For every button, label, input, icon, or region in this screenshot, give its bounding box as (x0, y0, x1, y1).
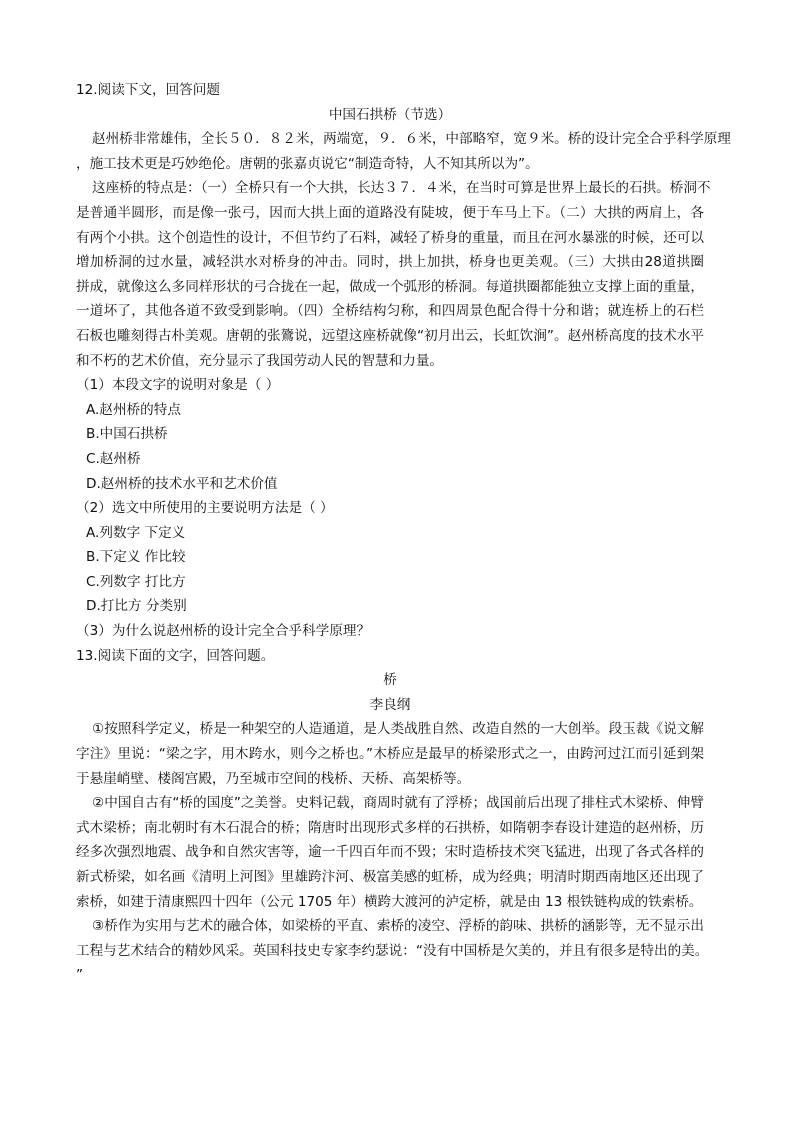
option-c: C.列数字 打比方 (86, 573, 186, 590)
option-b: B.下定义 作比较 (86, 549, 186, 566)
text-line: 是普通半圆形，而是像一张弓，因而大拱上面的道路没有陡坡，便于车马上下。（二）大拱的两肩上，各 (76, 204, 704, 221)
question-13 (76, 644, 709, 988)
text-line: 赵州桥非常雄伟，全长５０．８２米，两端宽，９．６米，中部略窄，宽９米。桥的设计完全合乎科学原理 (92, 131, 731, 148)
question-12 (76, 78, 731, 644)
text-line: 石板也雕刻得古朴美观。唐朝的张鷟说，远望这座桥就像“初月出云，长虹饮涧”。赵州桥高度的技术水平 (76, 327, 704, 344)
q13-paragraph-3 (76, 914, 709, 988)
text-line: ②中国自古有“桥的国度”之美誉。史料记载，商周时就有了浮桥；战国前后出现了排柱式木梁桥、伸臂 (92, 795, 704, 812)
text-line: 于悬崖峭壁、楼阁宫殿，乃至城市空间的栈桥、天桥、高架桥等。 (76, 770, 471, 787)
sub-question-3-prompt: （3）为什么说赵州桥的设计完全合乎科学原理？ (76, 623, 371, 640)
q12-paragraph-1 (76, 127, 731, 176)
question-13-intro: 13.阅读下面的文字，回答问题。 (76, 647, 275, 664)
option-c: C.赵州桥 (86, 450, 141, 467)
option-d: D.赵州桥的技术水平和艺术价值 (86, 475, 278, 492)
text-line: 增加桥洞的过水量，减轻洪水对桥身的冲击。同时，拱上加拱，桥身也更美观。（三）大拱由28道拱圈 (76, 254, 704, 271)
text-line: 经多次强烈地震、战争和自然灾害等，逾一千四百年而不毁；宋时造桥技术突飞猛进，出现了各式各样的 (76, 844, 704, 861)
text-line: ，施工技术更是巧妙绝伦。唐朝的张嘉贞说它“制造奇特，人不知其所以为”。 (76, 155, 539, 172)
text-line: ” (76, 967, 84, 984)
passage-title-stone-arch-bridge: 中国石拱桥（节选） (328, 106, 452, 123)
option-d: D.打比方 分类别 (86, 598, 187, 615)
text-line: 式木梁桥；南北朝时有木石混合的桥；隋唐时出现形式多样的石拱桥，如隋朝李春设计建造的赵州桥，历 (76, 819, 704, 836)
text-line: 字注》里说：“梁之字，用木跨水，则今之桥也。”木桥应是最早的桥梁形式之一，由跨河过江而引延到架 (76, 746, 704, 763)
text-line: 工程与艺术结合的精妙风采。英国科技史专家李约瑟说：“没有中国桥是欠美的，并且有很多是特出的美。 (76, 942, 709, 959)
text-line: 新式桥梁，如名画《清明上河图》里雄跨汴河、极富美感的虹桥，成为经典；明清时期西南地区还出现了 (76, 869, 704, 885)
q12-paragraph-2 (76, 176, 711, 373)
text-line: 一道坏了，其他各道不致受到影响。（四）全桥结构匀称，和四周景色配合得十分和谐；就连桥上的石栏 (76, 303, 704, 320)
text-line: 这座桥的特点是：（一）全桥只有一个大拱，长达３７．４米，在当时可算是世界上最长的石拱。桥洞不 (92, 180, 711, 197)
sub-question-1 (76, 373, 704, 496)
question-12-intro: 12.阅读下文，回答问题 (76, 82, 220, 98)
sub-question-1-prompt: （1）本段文字的说明对象是（ ） (76, 377, 280, 394)
text-line: 索桥，如建于清康熙四十四年（公元 1705 年）横跨大渡河的泸定桥，就是由 13 根铁链构成的铁索桥。 (76, 893, 703, 910)
sub-question-3 (76, 619, 704, 644)
passage-author: 李良纲 (369, 696, 411, 713)
text-line: ①按照科学定义，桥是一种架空的人造通道，是人类战胜自然、改造自然的一大创举。段玉裁《说文解 (92, 721, 704, 738)
option-b: B.中国石拱桥 (86, 426, 168, 443)
q13-paragraph-2 (76, 791, 704, 914)
option-a: A.列数字 下定义 (86, 524, 186, 541)
text-line: 拼成，就像这么多同样形状的弓合拢在一起，做成一个弧形的桥洞。每道拱圈都能独立支撑上面的重量， (76, 278, 704, 295)
sub-question-2 (76, 496, 704, 619)
text-line: 有两个小拱。这个创造性的设计，不但节约了石料，减轻了桥身的重量，而且在河水暴涨的时候，还可以 (76, 229, 704, 246)
text-line: 和不朽的艺术价值，充分显示了我国劳动人民的智慧和力量。 (76, 352, 444, 369)
option-a: A.赵州桥的特点 (86, 401, 181, 418)
q13-paragraph-1 (76, 717, 704, 791)
text-line: ③桥作为实用与艺术的融合体，如梁桥的平直、索桥的凌空、浮桥的韵味、拱桥的涵影等，无不显示出 (92, 918, 704, 935)
sub-question-2-prompt: （2）选文中所使用的主要说明方法是（ ） (76, 500, 334, 517)
passage-title-bridge: 桥 (383, 672, 397, 689)
